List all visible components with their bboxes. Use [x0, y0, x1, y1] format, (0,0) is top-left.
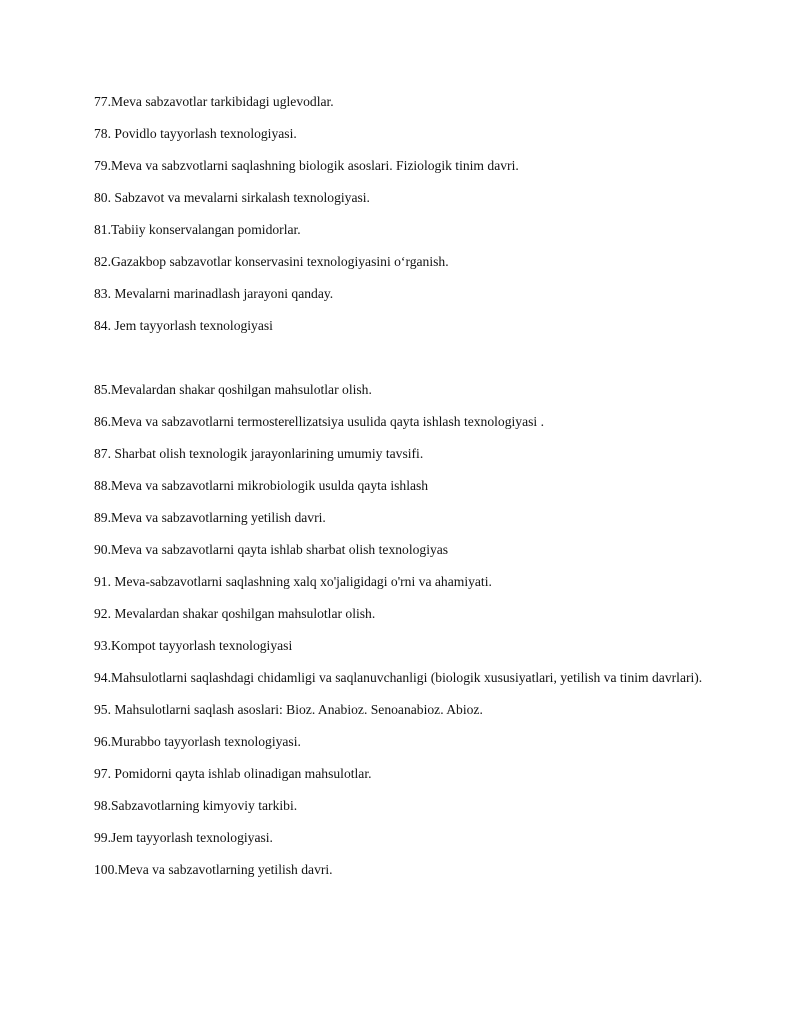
list-item: 97. Pomidorni qayta ishlab olinadigan mahsulotlar.	[94, 766, 372, 781]
list-item: 81.Tabiiy konservalangan pomidorlar.	[94, 222, 301, 237]
list-item: 79.Meva va sabzvotlarni saqlashning biologik asoslari. Fiziologik tinim davri.	[94, 158, 519, 173]
list-item: 77.Meva sabzavotlar tarkibidagi uglevodlar.	[94, 94, 334, 109]
list-item: 80. Sabzavot va mevalarni sirkalash texnologiyasi.	[94, 190, 370, 205]
blank-line-spacer	[94, 348, 704, 380]
list-item: 91. Meva-sabzavotlarni saqlashning xalq xo'jaligidagi o'rni va ahamiyati.	[94, 574, 492, 589]
list-item: 99.Jem tayyorlash texnologiyasi.	[94, 830, 273, 845]
list-item: 98.Sabzavotlarning kimyoviy tarkibi.	[94, 798, 298, 813]
list-item: 90.Meva va sabzavotlarni qayta ishlab sharbat olish texnologiyas	[94, 542, 449, 557]
list-item: 86.Meva va sabzavotlarni termosterellizatsiya usulida qayta ishlash texnologiyasi .	[94, 414, 544, 429]
list-item: 95. Mahsulotlarni saqlash asoslari: Bioz. Anabioz. Senoanabioz. Abioz.	[94, 702, 483, 717]
list-item: 85.Mevalardan shakar qoshilgan mahsulotlar olish.	[94, 382, 372, 397]
list-item: 83. Mevalarni marinadlash jarayoni qanday.	[94, 286, 334, 301]
list-item: 96.Murabbo tayyorlash texnologiyasi.	[94, 734, 301, 749]
list-item: 82.Gazakbop sabzavotlar konservasini texnologiyasini o‘rganish.	[94, 254, 449, 269]
list-item: 88.Meva va sabzavotlarni mikrobiologik usulda qayta ishlash	[94, 478, 429, 493]
list-item: 89.Meva va sabzavotlarning yetilish davri.	[94, 510, 326, 525]
list-item: 84. Jem tayyorlash texnologiyasi	[94, 318, 273, 333]
question-list	[94, 92, 704, 892]
list-item: 87. Sharbat olish texnologik jarayonlarining umumiy tavsifi.	[94, 446, 424, 461]
list-item: 78. Povidlo tayyorlash texnologiyasi.	[94, 126, 297, 141]
list-item: 92. Mevalardan shakar qoshilgan mahsulotlar olish.	[94, 606, 376, 621]
list-item: 94.Mahsulotlarni saqlashdagi chidamligi va saqlanuvchanligi (biologik xususiyatlari, yetilish va tinim davrlari).	[94, 670, 703, 685]
list-item: 93.Kompot tayyorlash texnologiyasi	[94, 638, 293, 653]
list-item: 100.Meva va sabzavotlarning yetilish davri.	[94, 862, 333, 877]
